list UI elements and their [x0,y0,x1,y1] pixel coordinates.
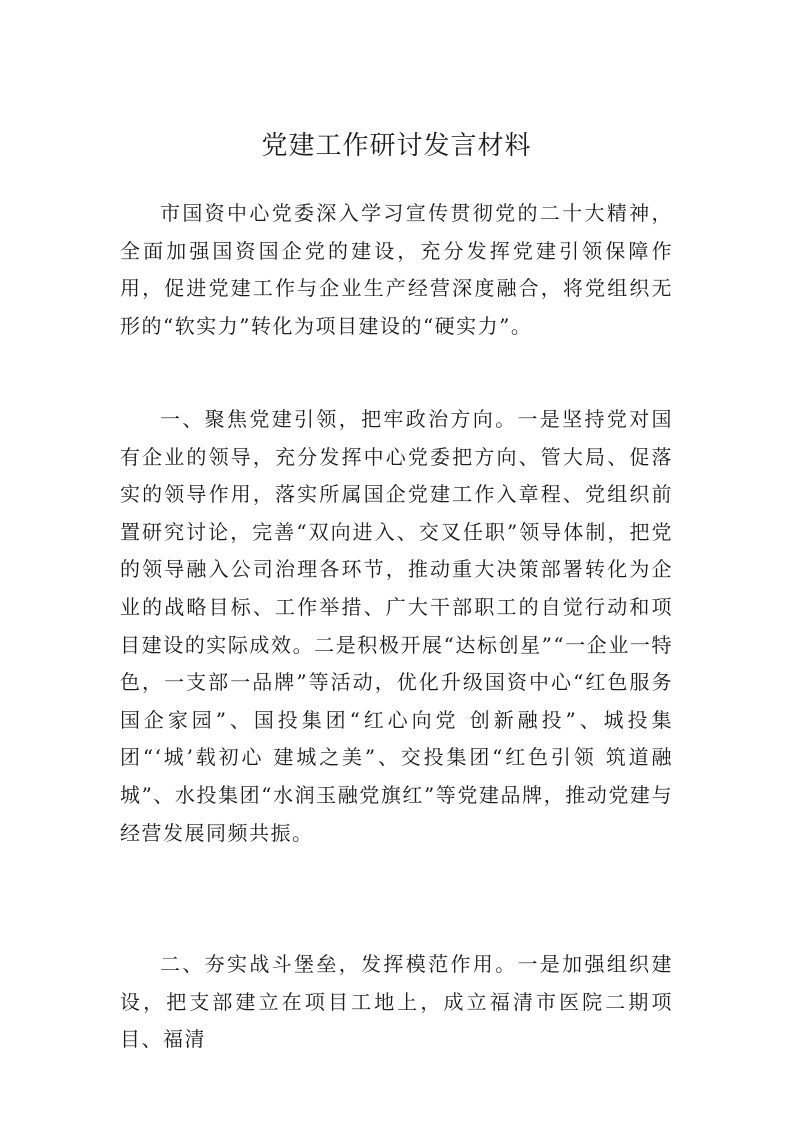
paragraph-intro: 市国资中心党委深入学习宣传贯彻党的二十大精神，全面加强国资国企党的建设，充分发挥党建引领保障作用，促进党建工作与企业生产经营深度融合，将党组织无形的“软实力”转化为项目建设的“硬实力”。 [120,201,673,338]
document-title: 党建工作研讨发言材料 [261,131,532,161]
paragraph-section-two: 二、夯实战斗堡垒，发挥模范作用。一是加强组织建设，把支部建立在项目工地上，成立福清市医院二期项目、福清 [120,952,673,1052]
paragraph-section-one: 一、聚焦党建引领，把牢政治方向。一是坚持党对国有企业的领导，充分发挥中心党委把方向、管大局、促落实的领导作用，落实所属国企党建工作入章程、党组织前置研究讨论，完善“双向进入、交叉任职”领导体制，把党的领导融入公司治理各环节，推动重大决策部署转化为企业的战略目标、工作举措、广大干部职工的自觉行动和项目建设的实际成效。二是积极开展“达标创星”“一企业一特色，一支部一品牌”等活动，优化升级国资中心“红色服务 国企家园”、国投集团“红心向党 创新融投”、城投集团“‘城’载初心 建城之美”、交投集团“红色引领 筑道融城”、水投集团“水润玉融党旗红”等党建品牌，推动党建与经营发展同频共振。 [120,407,673,845]
